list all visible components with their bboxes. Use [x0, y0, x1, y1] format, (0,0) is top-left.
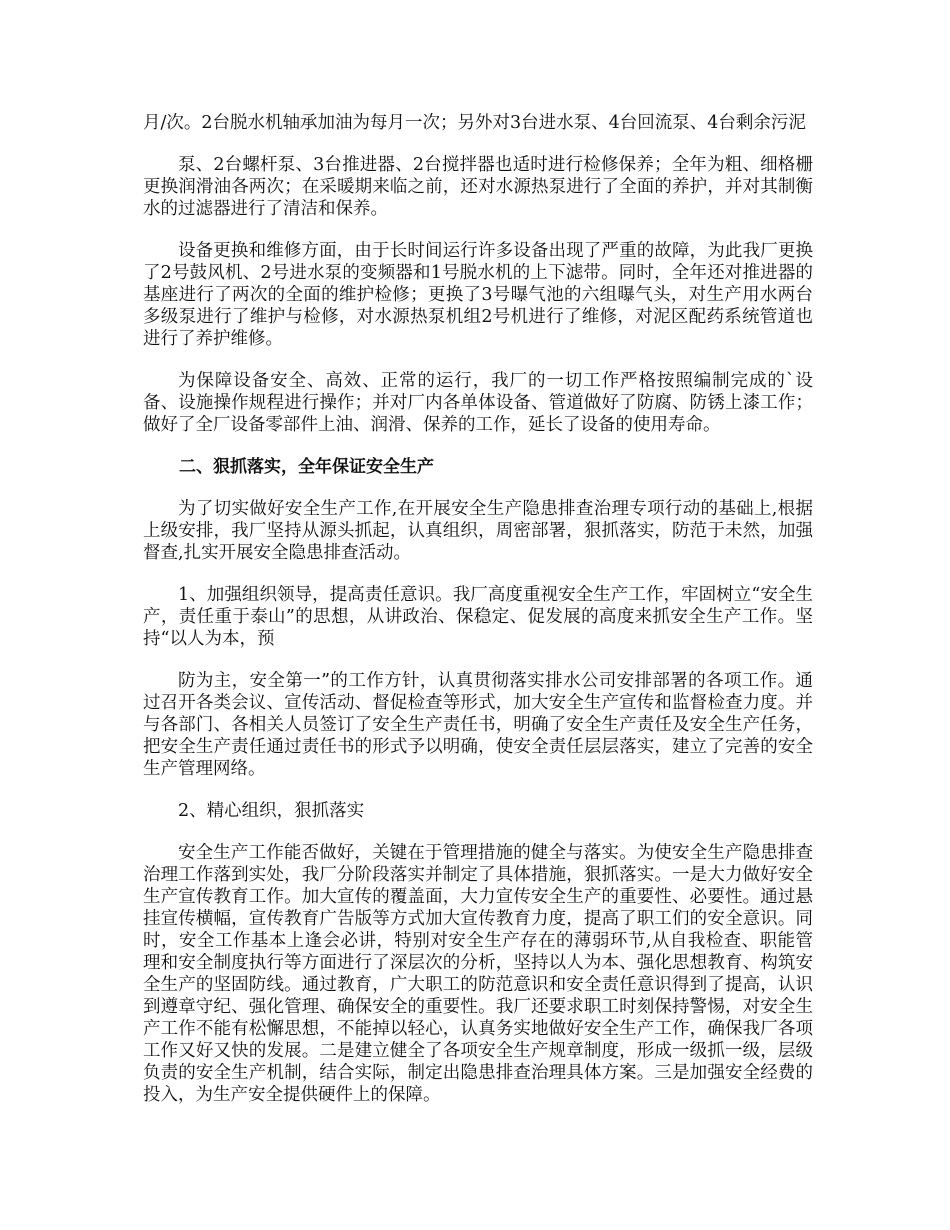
- paragraph-safety-policy: 防为主，安全第一”的工作方针，认真贯彻落实排水公司安排部署的各项工作。通过召开各类会议、宣传活动、督促检查等形式，加大安全生产宣传和监督检查力度。并与各部门、各相关人员签订了安全生产责任书，明确了安全生产责任及安全生产任务，把安全生产责任通过责任书的形式予以明确，使安全责任层层落实，建立了完善的安全生产管理网络。: [143, 671, 813, 779]
- paragraph-safety-measures: 安全生产工作能否做好，关键在于管理措施的健全与落实。为使安全生产隐患排查治理工作落到实处，我厂分阶段落实并制定了具体措施，狠抓落实。一是大力做好安全生产宣传教育工作。加大宣传的覆盖面，大力宣传安全生产的重要性、必要性。通过悬挂宣传横幅，宣传教育广告版等方式加大宣传教育力度，提高了职工们的安全意识。同时，安全工作基本上逢会必讲，特别对安全生产存在的薄弱环节,从自我检查、职能管理和安全制度执行等方面进行了深层次的分析，坚持以人为本、强化思想教育、构筑安全生产的坚固防线。通过教育，广大职工的防范意识和安全责任意识得到了提高，认识到遵章守纪、强化管理、确保安全的重要性。我厂还要求职工时刻保持警惕，对安全生产工作不能有松懈思想，不能掉以轻心，认真务实地做好安全生产工作，确保我厂各项工作又好又快的发展。二是建立健全了各项安全生产规章制度，形成一级抓一级，层级负责的安全生产机制，结合实际，制定出隐患排查治理具体方案。三是加强安全经费的投入，为生产安全提供硬件上的保障。: [143, 843, 813, 1105]
- section-heading: 二、狠抓落实，全年保证安全生产: [179, 457, 434, 477]
- paragraph-equipment-replacement: 设备更换和维修方面，由于长时间运行许多设备出现了严重的故障，为此我厂更换了2号鼓风机、2号进水泵的变频器和1号脱水机的上下滤带。同时，全年还对推进器的基座进行了两次的全面的维护检修；更换了3号曝气池的六组曝气头，对生产用水两台多级泵进行了维护与检修，对水源热泵机组2号机进行了维修，对泥区配药系统管道也进行了养护维修。: [143, 241, 813, 349]
- paragraph-safety-intro: 为了切实做好安全生产工作,在开展安全生产隐患排查治理专项行动的基础上,根据上级安排，我厂坚持从源头抓起，认真组织，周密部署，狠抓落实，防范于未然，加强督查,扎实开展安全隐患排查活动。: [143, 499, 813, 563]
- subheading-careful-organization: 2、精心组织，狠抓落实: [178, 801, 365, 821]
- paragraph-continuation: 月/次。2台脱水机轴承加油为每月一次；另外对3台进水泵、4台回流泵、4台剩余污泥: [143, 113, 806, 133]
- paragraph-equipment-safety: 为保障设备安全、高效、正常的运行，我厂的一切工作严格按照编制完成的`设备、设施操作规程进行操作；并对厂内各单体设备、管道做好了防腐、防锈上漆工作；做好了全厂设备零部件上油、润滑、保养的工作，延长了设备的使用寿命。: [143, 371, 813, 435]
- document-body: [143, 112, 813, 1126]
- paragraph-organization-leadership: 1、加强组织领导，提高责任意识。我厂高度重视安全生产工作，牢固树立“安全生产，责任重于泰山”的思想，从讲政治、保稳定、促发展的高度来抓安全生产工作。坚持“以人为本，预: [143, 585, 813, 649]
- paragraph-equipment-maintenance: 泵、2台螺杆泵、3台推进器、2台搅拌器也适时进行检修保养；全年为粗、细格栅更换润滑油各两次；在采暖期来临之前，还对水源热泵进行了全面的养护，并对其制衡水的过滤器进行了清洁和保养。: [143, 155, 813, 219]
